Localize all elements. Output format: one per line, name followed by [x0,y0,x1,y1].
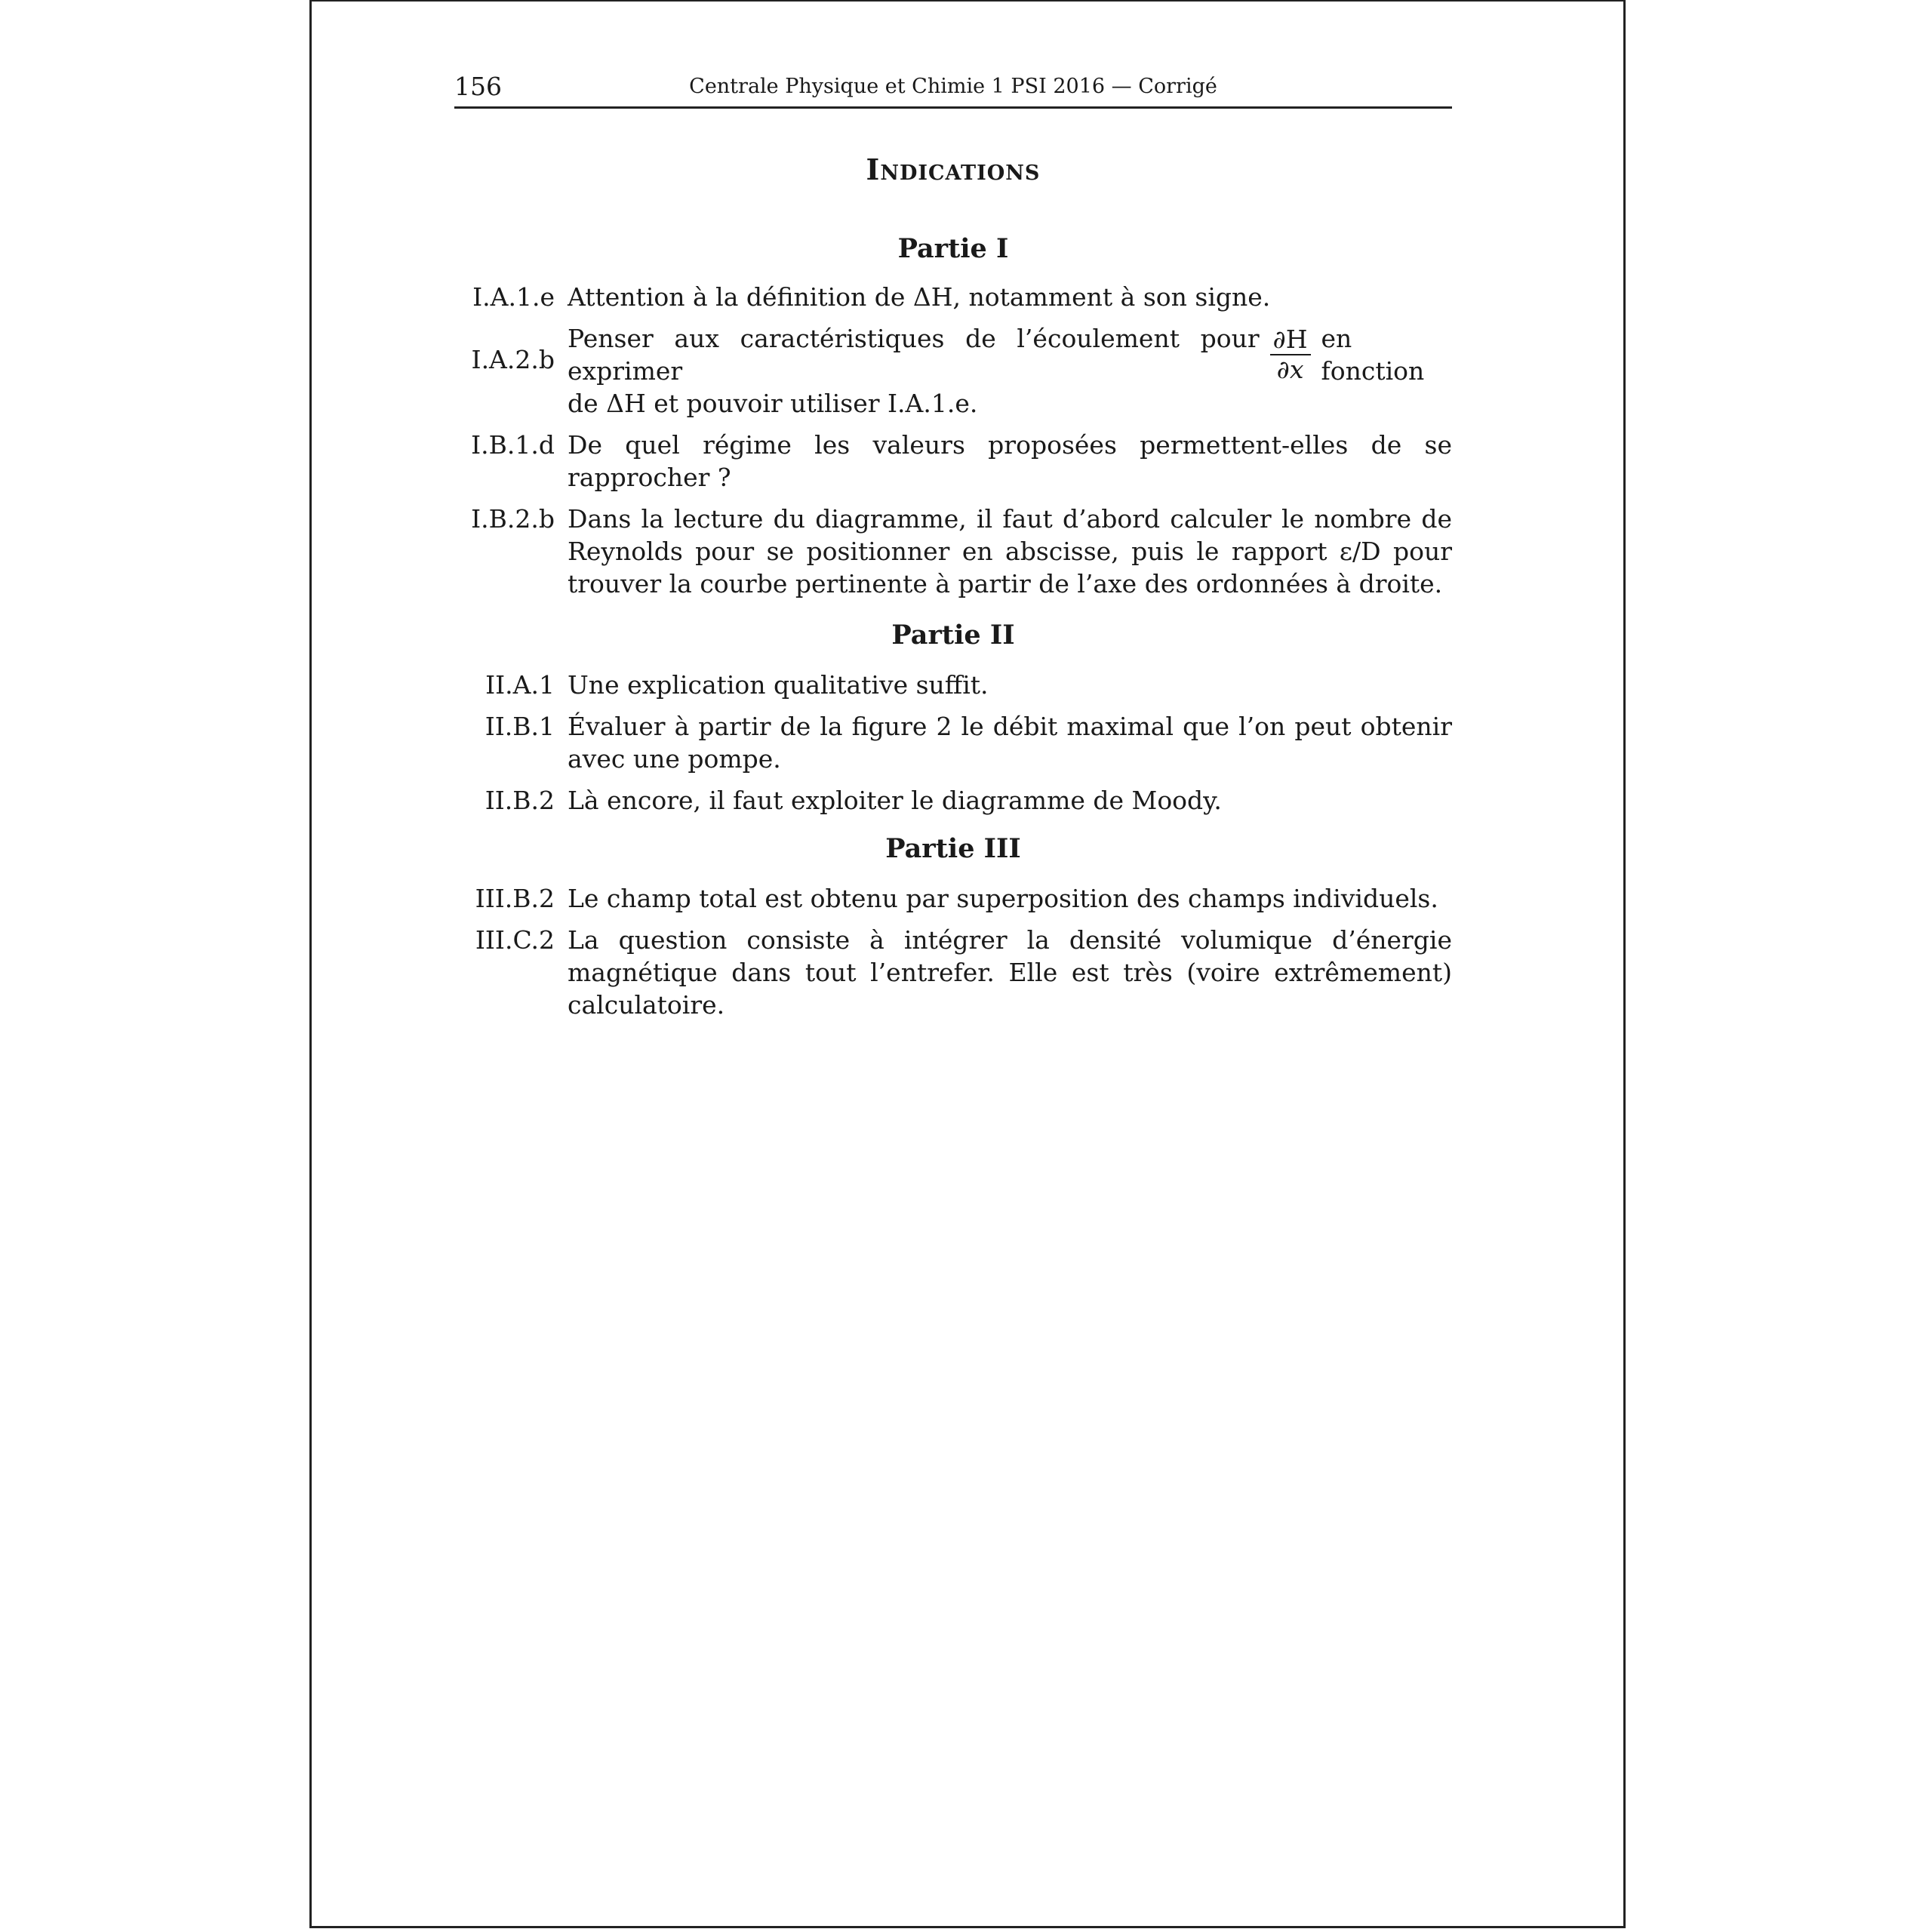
hint-label: III.C.2 [475,925,555,955]
running-header [454,72,1452,109]
hint-label: I.B.1.d [471,430,555,460]
hint-item [454,669,1452,701]
page-content [454,72,1452,1030]
hint-label: III.B.2 [475,884,555,913]
hint-label: II.B.2 [485,786,555,815]
hint-item [454,924,1452,1021]
page-number: 156 [454,72,502,101]
hint-label: I.B.2.b [471,504,555,534]
hint-text: Évaluer à partir de la figure 2 le débit maximal que l’on peut obtenir avec une pompe. [568,712,1452,774]
fraction [1270,325,1311,384]
fraction-numerator: ∂H [1270,325,1311,355]
running-title: Centrale Physique et Chimie 1 PSI 2016 — Corrigé [689,75,1217,98]
part-title: Partie I [897,233,1009,264]
hint-item [454,882,1452,915]
hint-text-after: en fonction [1321,324,1425,386]
hint-text [568,322,1452,420]
fraction-denominator: ∂x [1276,355,1304,384]
hint-item [454,503,1452,600]
hint-text: Attention à la définition de ΔH, notamment à son signe. [568,282,1271,312]
part-title: Partie II [891,620,1015,651]
hint-text: Dans la lecture du diagramme, il faut d’abord calculer le nombre de Reynolds pour se positionner en abscisse, puis le rapport ε/D pour trouver la courbe pertinente à partir de l’axe des ordonnées à droite. [568,504,1452,598]
part-title: Partie III [885,833,1021,864]
hint-label: I.A.1.e [472,282,555,312]
hint-label: II.B.1 [485,712,555,741]
hint-label: II.A.1 [485,670,555,700]
hint-text: Une explication qualitative suffit. [568,670,989,700]
hint-text-line2: de ΔH et pouvoir utiliser I.A.1.e. [568,389,978,418]
hint-item [454,710,1452,775]
hint-item [454,322,1452,420]
hint-text-before: Penser aux caractéristiques de l’écoulement pour exprimer [568,324,1260,386]
hint-item [454,429,1452,494]
hint-text: La question consiste à intégrer la densité volumique d’énergie magnétique dans tout l’entrefer. Elle est très (voire extrêmement) calculatoire. [568,925,1452,1020]
hint-label: I.A.2.b [471,345,555,374]
hint-item [454,281,1452,313]
hint-text: Là encore, il faut exploiter le diagramme de Moody. [568,786,1222,815]
hint-item [454,784,1452,817]
hint-first-line [568,322,1452,387]
section-title: Indications [866,152,1041,186]
hint-text: De quel régime les valeurs proposées permettent-elles de se rapprocher ? [568,430,1452,492]
hint-text: Le champ total est obtenu par superposition des champs individuels. [568,884,1438,913]
